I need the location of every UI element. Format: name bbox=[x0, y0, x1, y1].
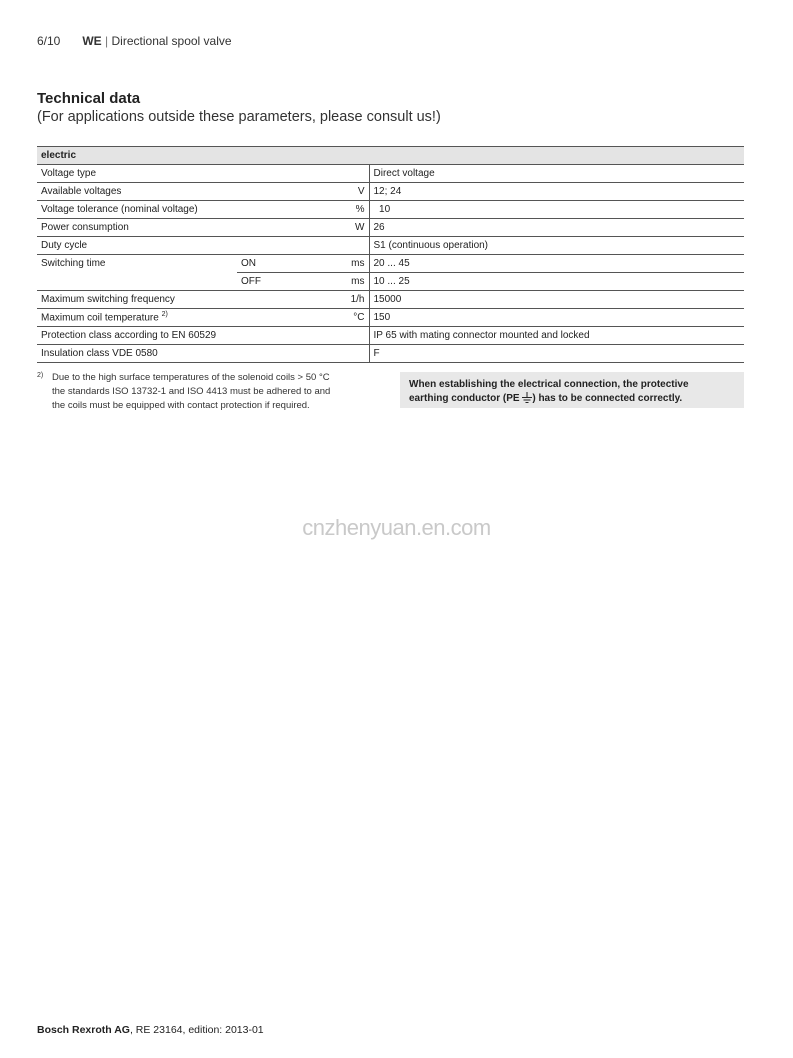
row-value: IP 65 with mating connector mounted and locked bbox=[369, 327, 744, 345]
row-label: Insulation class VDE 0580 bbox=[37, 345, 337, 363]
row-label: Power consumption bbox=[37, 219, 337, 237]
row-unit: % bbox=[337, 201, 369, 219]
row-unit: ms bbox=[337, 255, 369, 273]
row-label: Available voltages bbox=[37, 183, 337, 201]
header-title: Directional spool valve bbox=[111, 34, 232, 48]
row-label: Protection class according to EN 60529 bbox=[37, 327, 337, 345]
footnote-line: the standards ISO 13732-1 and ISO 4413 must be adhered to and bbox=[52, 386, 331, 397]
row-label: Switching time bbox=[41, 258, 106, 270]
row-value: 20 ... 45 bbox=[369, 255, 744, 273]
row-unit: V bbox=[337, 183, 369, 201]
row-label: Voltage tolerance (nominal voltage) bbox=[37, 201, 337, 219]
footnote-reference: 2) bbox=[161, 311, 168, 319]
table-row bbox=[37, 237, 744, 255]
page-footer bbox=[37, 1024, 264, 1036]
watermark: cnzhenyuan.en.com bbox=[302, 515, 491, 540]
table-row bbox=[37, 165, 744, 183]
table-row bbox=[37, 273, 744, 291]
table-row bbox=[37, 219, 744, 237]
row-label: Voltage type bbox=[37, 165, 337, 183]
table-row bbox=[37, 255, 744, 273]
footnote-text bbox=[52, 371, 387, 413]
table-row bbox=[37, 183, 744, 201]
footnote-mark: 2) bbox=[37, 372, 44, 379]
row-unit: W bbox=[337, 219, 369, 237]
table-row bbox=[37, 345, 744, 363]
technical-data-table bbox=[37, 146, 744, 363]
note-line: When establishing the electrical connection, the protective bbox=[409, 379, 689, 390]
table-row bbox=[37, 327, 744, 345]
footer-details: , RE 23164, edition: 2013-01 bbox=[129, 1024, 264, 1036]
row-unit: °C bbox=[337, 309, 369, 327]
product-code: WE bbox=[82, 34, 102, 48]
table-section-header bbox=[37, 147, 744, 165]
table-row bbox=[37, 291, 744, 309]
row-label bbox=[37, 273, 237, 291]
row-value: 10 bbox=[369, 201, 744, 219]
footnote bbox=[37, 371, 387, 413]
section-label: electric bbox=[37, 147, 744, 165]
row-sublabel: ON bbox=[237, 255, 337, 273]
safety-note bbox=[400, 372, 744, 408]
row-unit bbox=[337, 165, 369, 183]
footnote-line: the coils must be equipped with contact protection if required. bbox=[52, 400, 310, 411]
row-unit bbox=[337, 345, 369, 363]
footnote-line: Due to the high surface temperatures of the solenoid coils > 50 °C bbox=[52, 372, 330, 383]
row-value: 10 ... 25 bbox=[369, 273, 744, 291]
table-row bbox=[37, 309, 744, 327]
section-title: Technical data bbox=[37, 90, 141, 107]
row-unit: 1/h bbox=[337, 291, 369, 309]
row-value: S1 (continuous operation) bbox=[369, 237, 744, 255]
header-separator: | bbox=[105, 34, 109, 48]
row-value: 12; 24 bbox=[369, 183, 744, 201]
row-unit bbox=[337, 327, 369, 345]
row-unit bbox=[337, 237, 369, 255]
section-subtitle: (For applications outside these parameters, please consult us!) bbox=[37, 109, 441, 125]
row-value: 150 bbox=[369, 309, 744, 327]
row-label: Maximum coil temperature $^{2)}$ bbox=[37, 309, 337, 327]
row-value: 15000 bbox=[369, 291, 744, 309]
table-row bbox=[37, 201, 744, 219]
row-value: F bbox=[369, 345, 744, 363]
note-line: earthing conductor (PE ) has to be connected correctly. bbox=[409, 393, 683, 404]
page-header bbox=[37, 34, 232, 48]
footer-company: Bosch Rexroth AG bbox=[37, 1024, 130, 1036]
row-label: Duty cycle bbox=[37, 237, 337, 255]
row-value: 26 bbox=[369, 219, 744, 237]
row-sublabel: OFF bbox=[237, 273, 337, 291]
row-label: Maximum switching frequency bbox=[37, 291, 337, 309]
page-number: 6/10 bbox=[37, 34, 61, 48]
row-unit: ms bbox=[337, 273, 369, 291]
ground-symbol-icon bbox=[522, 392, 532, 403]
row-value: Direct voltage bbox=[369, 165, 744, 183]
